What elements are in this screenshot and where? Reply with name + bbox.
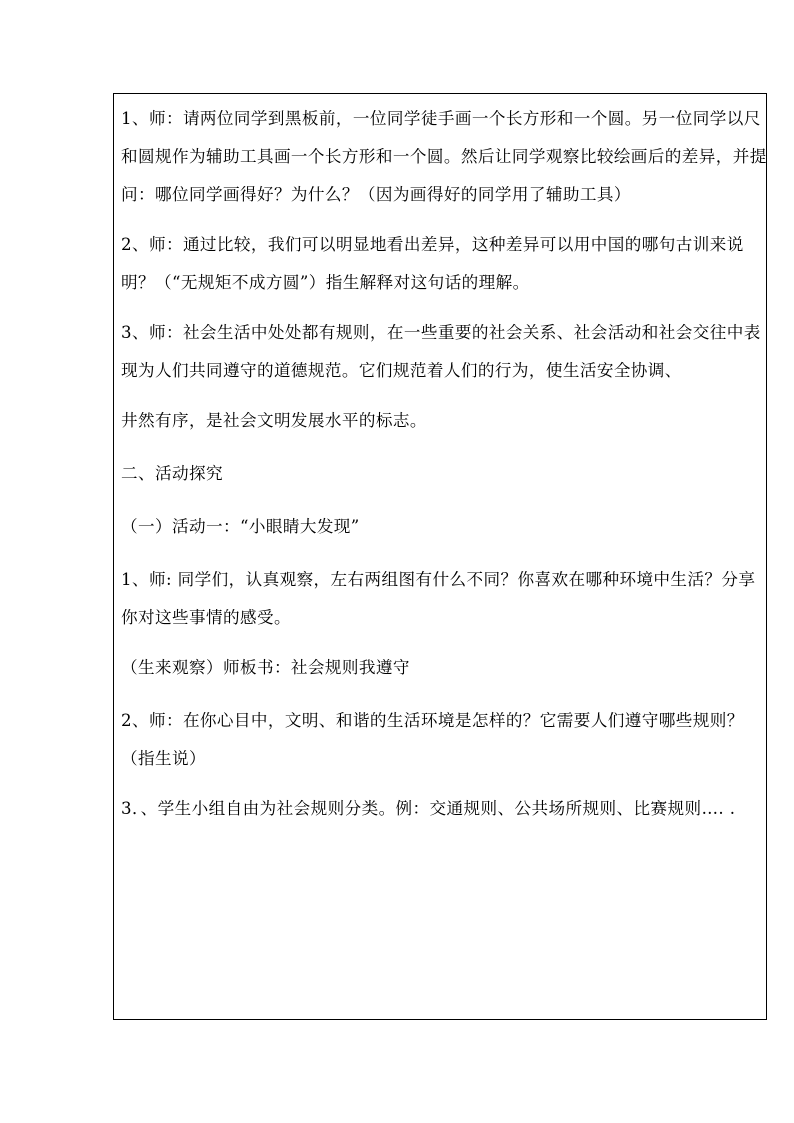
paragraph-step-3: 3、师：社会生活中处处都有规则，在一些重要的社会关系、社会活动和社会交往中表现为人们共同遵守的道德规范。它们规范着人们的行为，使生活安全协调、 xyxy=(121,323,761,380)
lesson-content xyxy=(121,100,767,840)
paragraph-activity-step-1: 1、师: 同学们，认真观察，左右两组图有什么不同？你喜欢在哪种环境中生活？分享你对这些事情的感受。 xyxy=(121,570,756,627)
paragraph-activity-step-3: 3．、学生小组自由为社会规则分类。例：交通规则、公共场所规则、比赛规则…. . xyxy=(121,799,736,818)
paragraph-step-1: 1、师：请两位同学到黑板前，一位同学徒手画一个长方形和一个圆。另一位同学以尺和圆规作为辅助工具画一个长方形和一个圆。然后让同学观察比较绘画后的差异，并提问：哪位同学画得好？为什么？（因为画得好的同学用了辅助工具） xyxy=(121,109,767,204)
paragraph-step-3-continued: 井然有序，是社会文明发展水平的标志。 xyxy=(121,411,427,430)
paragraph-activity-step-2: 2、师：在你心目中，文明、和谐的生活环境是怎样的？它需要人们遵守哪些规则？（指生说） xyxy=(121,711,744,768)
paragraph-step-2: 2、师：通过比较，我们可以明显地看出差异，这种差异可以用中国的哪句古训来说明？（“无规矩不成方圆”）指生解释对这句话的理解。 xyxy=(121,235,744,292)
subsection-heading-activity-one: （一）活动一：“小眼睛大发现” xyxy=(121,517,360,536)
section-heading-activity-inquiry: 二、活动探究 xyxy=(121,464,223,483)
paragraph-board-writing: （生来观察）师板书：社会规则我遵守 xyxy=(121,658,410,677)
